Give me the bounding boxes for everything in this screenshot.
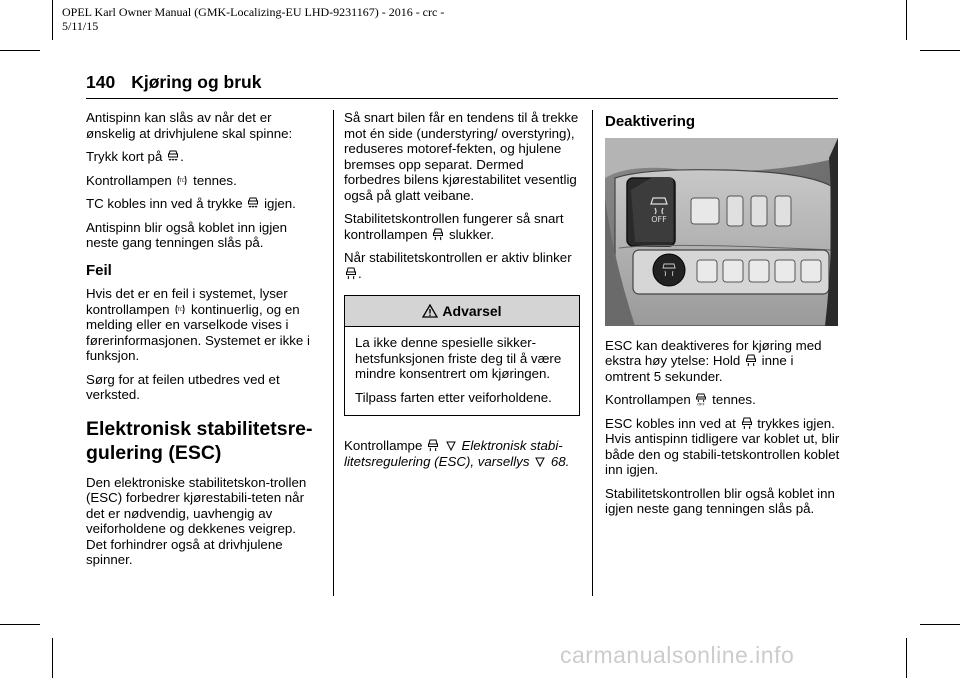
cross-reference-page[interactable]: 68. [550,453,570,469]
paragraph: La ikke denne spesielle sikker-hetsfunksjonen friste deg til å være mindre konsentrert om kjøringen. [355,335,562,381]
crop-mark [906,0,907,40]
text: trykkes igjen. Hvis antispinn tidligere var koblet ut, blir både den og stabili-tetskontrollen koblet inn igjen. [605,415,840,477]
svg-text:TC: TC [179,178,186,184]
svg-text:OFF: OFF [697,401,706,406]
cross-reference-link[interactable]: Elektronisk stabi-litetsregulering (ESC), varsellys [344,438,563,469]
cross-reference-arrow-icon [534,455,546,468]
section-title: Kjøring og bruk [131,72,262,92]
column-divider [333,110,334,596]
paragraph [86,196,318,212]
esc-skid-icon [432,228,444,241]
page-heading [86,72,261,93]
crop-mark [0,624,40,625]
text: Når stabilitetskontrollen er aktiv blinker [344,250,572,265]
esc-skid-icon [745,354,757,367]
document-meta [62,5,444,33]
esc-skid-icon [345,267,357,280]
text: ESC kobles inn ved at [605,415,736,431]
column-right [605,110,840,525]
subheading-feil: Feil [86,261,112,279]
traction-off-icon [167,150,179,163]
tc-warning-icon [176,174,188,187]
warning-title: Advarsel [442,303,502,319]
esc-skid-icon [427,439,439,452]
paragraph [344,211,580,242]
subheading-deaktivering: Deaktivering [605,113,696,130]
paragraph: Antispinn kan slås av når det er ønskelig at drivhjulene skal spinne: [86,110,293,141]
page-number: 140 [86,72,116,92]
text: Hvis det er en feil i systemet, lyser kontrollampen [86,286,288,317]
crop-mark [52,638,53,678]
column-divider [592,110,593,596]
text: inne i omtrent 5 sekunder. [605,353,794,384]
document-meta-date: 5/11/15 [62,19,99,33]
text: Kontrollampe [344,438,423,453]
traction-off-icon [247,197,259,210]
tc-warning-icon [174,303,186,316]
text: kontinuerlig, og en melding eller en varselkode vises i førerinformasjonen. Systemet er ikke i funksjon. [86,301,310,363]
paragraph [344,438,580,469]
watermark: carmanualsonline.info [560,642,795,668]
column-left [86,110,318,576]
text: . [180,149,184,164]
paragraph [605,338,840,385]
text: . [358,265,362,281]
paragraph [86,149,318,165]
warning-body [345,327,579,415]
text: Kontrollampen [605,392,691,407]
paragraph [86,173,318,189]
esc-button-photo [605,138,838,326]
column-middle [344,110,580,477]
warning-box [344,295,580,416]
paragraph: Så snart bilen får en tendens til å trekke mot én side (understyring/ overstyring), reduseres motoref-fekten, og hjulene bremses opp separat. Dermed forbedres bilens kjørestabilitet vesentlig også på glatt veibane. [344,110,579,203]
text: Kontrollampen [86,172,172,188]
text: ESC kan deaktiveres for kjøring med ekstra høy ytelse: Hold [605,337,822,368]
header-rule [86,98,838,99]
crop-mark [920,624,960,625]
warning-header [345,296,579,327]
text: Stabilitetskontrollen fungerer så snart kontrollampen [344,211,564,242]
paragraph [605,392,840,408]
paragraph: Stabilitetskontrollen blir også koblet inn igjen neste gang tenningen slås på. [605,485,835,516]
paragraph: Sørg for at feilen utbedres ved et verksted. [86,371,280,402]
paragraph: Tilpass farten etter veiforholdene. [355,389,552,405]
esc-skid-icon [741,417,753,430]
crop-mark [906,638,907,678]
crop-mark [920,50,960,51]
crop-mark [52,0,53,40]
text: slukker. [448,226,495,242]
paragraph: Antispinn blir også koblet inn igjen neste gang tenningen slås på. [86,219,288,250]
paragraph: Den elektroniske stabilitetskon-trollen (ESC) forbedrer kjørestabili-teten når det er nødvendig, uavhengig av veiforholdene og dekkenes veigrep. Det forhindrer også at drivhjulene spinner. [86,474,307,567]
text: TC kobles inn ved å trykke [86,196,243,211]
text: igjen. [264,196,296,211]
heading-esc: Elektronisk stabilitetsre-gulering (ESC) [86,417,313,464]
esc-off-icon [695,393,707,406]
paragraph [605,416,840,478]
cross-reference-arrow-icon [445,439,457,452]
paragraph [344,250,580,281]
paragraph [86,286,318,364]
text: Trykk kort på [86,149,163,164]
text: tennes. [193,172,237,188]
document-meta-line: OPEL Karl Owner Manual (GMK-Localizing-EU LHD-9231167) - 2016 - crc - [62,5,445,19]
crop-mark [0,50,40,51]
svg-text:TC: TC [177,307,184,313]
photo-off-label: OFF [651,214,667,224]
text: tennes. [712,392,756,407]
warning-icon [422,304,438,318]
